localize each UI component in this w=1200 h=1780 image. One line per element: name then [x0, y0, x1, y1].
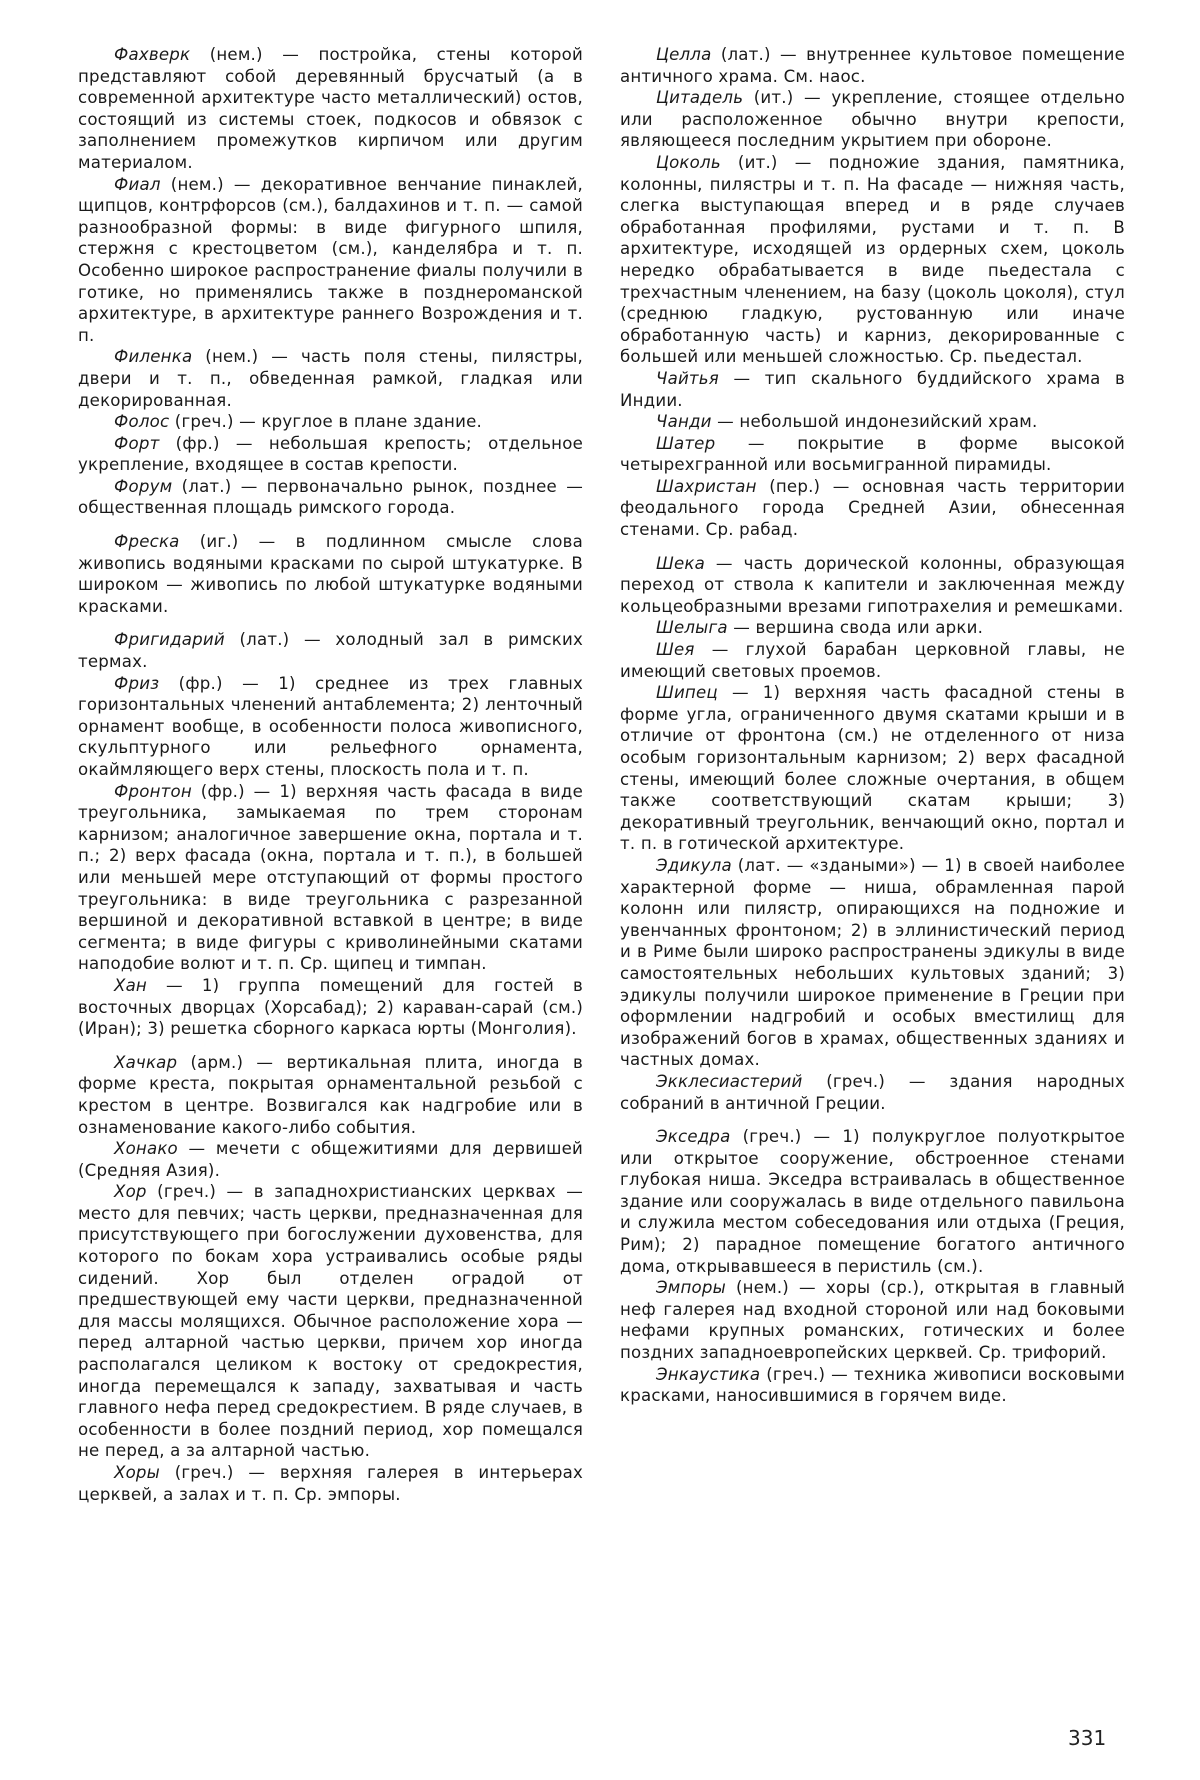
entry-definition: (арм.) — вертикальная плита, иногда в форме креста, покрытая орнаментальной резьбой с крестом в центре. Возвигался как надгробие или в ознаменование какого-либо события. [78, 1052, 583, 1137]
entry-definition: — 1) верхняя часть фасадной стены в форме угла, ограниченного двумя скатами крыши и в отличие от фронтона (см.) не отделенного от низа особым горизонтальным карнизом; 2) верх фасадной стены, имеющий более сложные очертания, в общем также соответствующий скатам крыши; 3) декоративный треугольник, венчающий окно, портал и т. п. в готической архитектуре. [620, 683, 1125, 854]
entry-friz [78, 673, 583, 781]
entry-term: Чайтья [656, 368, 719, 388]
entry-frigidariy [78, 629, 583, 672]
entry-definition: (лат.) — холодный зал в римских термах. [78, 630, 583, 672]
entry-definition: (греч.) — здания народных собраний в античной Греции. [620, 1071, 1125, 1113]
entry-term: Хор [114, 1182, 147, 1202]
entry-khachkar [78, 1052, 583, 1138]
entry-fial [78, 174, 583, 347]
entry-khor [78, 1181, 583, 1462]
entry-sheya [620, 639, 1125, 682]
entry-forum [78, 476, 583, 519]
entry-term: Шея [656, 640, 695, 660]
entry-term: Эмпоры [656, 1278, 726, 1298]
entry-edikula [620, 855, 1125, 1071]
entry-definition: (нем.) — хоры (ср.), открытая в главный неф галерея над входной стороной или над боковыми нефами крупных романских, готических и более поздних западноевропейских церквей. Ср. трифорий. [620, 1278, 1125, 1363]
entry-term: Шипец [656, 683, 718, 703]
entry-definition: — небольшой индонезийский храм. [711, 412, 1038, 432]
entry-term: Чанди [656, 412, 712, 432]
entry-tsella [620, 44, 1125, 87]
entry-term: Цоколь [656, 152, 721, 172]
entry-folos [78, 411, 583, 433]
entry-shakhristan [620, 476, 1125, 541]
entry-term: Шахристан [656, 476, 757, 496]
entry-term: Цитадель [656, 88, 744, 108]
entry-term: Экклесиастерий [656, 1071, 803, 1091]
entry-term: Экседра [656, 1127, 731, 1147]
entry-term: Хонако [114, 1139, 178, 1159]
entry-fakhverk [78, 44, 583, 174]
entry-sheka [620, 553, 1125, 618]
entry-term: Фиал [114, 174, 161, 194]
entry-definition: (греч.) — верхняя галерея в интерьерах церквей, а залах и т. п. Ср. эмпоры. [78, 1463, 583, 1504]
entry-term: Фреска [114, 532, 180, 552]
entry-definition: — глухой барабан церковной главы, не имеющий световых проемов. [620, 640, 1125, 681]
entry-definition: (нем.) — постройка, стены которой представляют собой деревянный брусчатый (а в современной архитектуре часто металлический) остов, состоящий из системы стоек, подкосов и обвязок с заполнением промежутков кирпичом или другим материалом. [78, 45, 583, 172]
entry-shelyga [620, 617, 1125, 639]
entry-khonako [78, 1138, 583, 1181]
entry-fronton [78, 781, 583, 975]
entry-term: Фриз [114, 673, 160, 693]
entry-definition: (фр.) — небольшая крепость; отдельное укрепление, входящее в состав крепости. [78, 433, 583, 475]
entry-definition: (фр.) — 1) верхняя часть фасада в виде треугольника, замыкаемая по трем сторонам карнизом; аналогичное завершение окна, портала и т. п.; 2) верх фасада (окна, портала и т. п.), в большей или меньшей мере отступающий от формы простого треугольника: в виде треугольника с разрезанной вершиной и декоративной вставкой в центре; в виде сегмента; в виде фигуры с криволинейными скатами наподобие волют и т. п. Ср. щипец и тимпан. [78, 781, 583, 974]
entry-definition: (греч.) — в западнохристианских церквах — место для певчих; часть церкви, предназначенная для присутствующего при богослужении духовенства, для которого по бокам хора устраивались особые ряды сидений. Хор был отделен оградой от предшествующей ему части церкви, предназначенной для массы молящихся. Обычное расположение хора — перед алтарной частью церкви, причем хор иногда располагался целиком к востоку от средокрестия, иногда перемещался к западу, захватывая и часть главного нефа перед средокрестием. В ряде случаев, в особенности в более поздний период, хор помещался не перед, а за алтарной частью. [78, 1182, 583, 1461]
entry-shipets [620, 682, 1125, 855]
entry-definition: (нем.) — декоративное венчание пинаклей, щипцов, контрфорсов (см.), балдахинов и т. п. — самой разнообразной формы: в виде фигурного шпиля, стержня с крестоцветом (см.), канделябра и т. п. Особенно широкое распространение фиалы получили в готике, но применялись также в позднероманской архитектуре, в архитектуре раннего Возрождения и т. п. [78, 174, 583, 345]
entry-term: Шека [656, 553, 705, 573]
entry-eksedra [620, 1126, 1125, 1277]
entry-definition: (иг.) — в подлинном смысле слова живопись водяными красками по сырой штукатурке. В широком — живопись по любой штукатурке водяными красками. [78, 532, 583, 616]
entry-definition: (греч.) — круглое в плане здание. [169, 412, 482, 432]
entry-khan [78, 975, 583, 1040]
entry-term: Фахверк [114, 45, 191, 64]
entry-term: Фригидарий [114, 630, 225, 650]
entry-definition: (лат.) — внутреннее культовое помещение античного храма. См. наос. [620, 45, 1125, 86]
entry-khory [78, 1462, 583, 1505]
entry-chandi [620, 411, 1125, 433]
left-column [78, 44, 583, 1505]
entry-filenka [78, 346, 583, 411]
entry-definition: (пер.) — основная часть территории феодального города Средней Азии, обнесенная стенами. Ср. рабад. [620, 476, 1125, 540]
entry-term: Шелыга [656, 618, 728, 638]
entry-ekklesiasteriy [620, 1071, 1125, 1114]
entry-definition: — покрытие в форме высокой четырехгранной или восьмигранной пирамиды. [620, 433, 1125, 475]
entry-term: Хачкар [114, 1052, 178, 1072]
entry-term: Форт [114, 433, 160, 453]
entry-definition: — тип скального буддийского храма в Индии. [620, 368, 1125, 410]
entry-definition: — мечети с общежитиями для дервишей (Средняя Азия). [78, 1139, 583, 1180]
entry-definition: (греч.) — техника живописи восковыми красками, наносившимися в горячем виде. [620, 1364, 1125, 1406]
entry-definition: (греч.) — 1) полукруглое полуоткрытое или открытое сооружение, обстроенное стенами глубокая ниша. Экседра встраивалась в общественное здание или сооружалась в виде отдельного павильона и служила местом собеседования или отдыха (Греция, Рим); 2) парадное помещение богатого античного дома, открывавшееся в перистиль (см.). [620, 1127, 1125, 1276]
entry-definition: (ит.) — подножие здания, памятника, колонны, пилястры и т. п. На фасаде — нижняя часть, слегка выступающая вперед и в ряде случаев обработанная профилями, рустами и т. п. В архитектуре, исходящей из ордерных схем, цоколь нередко обрабатывается в виде пьедестала с трехчастным членением, на базу (цоколь цоколя), стул (среднюю гладкую, рустованную или иначе обработанную часть) и карниз, декорированные с большей или меньшей сложностью. Ср. пьедестал. [620, 152, 1125, 367]
entry-freska [78, 531, 583, 617]
entry-tsokol [620, 152, 1125, 368]
entry-term: Хан [114, 975, 147, 995]
entry-enkaustika [620, 1364, 1125, 1407]
entry-definition: — часть дорической колонны, образующая переход от ствола к капители и заключенная между кольцеобразными врезами гипотрахелия и ремешками. [620, 553, 1125, 616]
entry-shater [620, 433, 1125, 476]
entry-chaytya [620, 368, 1125, 411]
entry-term: Эдикула [656, 855, 732, 875]
entry-tsitadel [620, 87, 1125, 152]
entry-definition: — вершина свода или арки. [727, 618, 984, 638]
entry-term: Хоры [114, 1463, 160, 1482]
entry-empory [620, 1277, 1125, 1363]
entry-fort [78, 433, 583, 476]
entry-definition: (нем.) — часть поля стены, пилястры, двери и т. п., обведенная рамкой, гладкая или декорированная. [78, 347, 583, 410]
entry-term: Филенка [114, 347, 193, 367]
entry-term: Энкаустика [656, 1364, 761, 1384]
entry-definition: (фр.) — 1) среднее из трех главных горизонтальных членений антаблемента; 2) ленточный орнамент вообще, в особенности полоса живописного, скульптурного или рельефного орнамента, окаймляющего верх стены, плоскость пола и т. п. [78, 673, 583, 779]
entry-definition: (лат. — «здаными») — 1) в своей наиболее характерной форме — ниша, обрамленная парой колонн или пилястр, опирающихся на подножие и увенчанных фронтоном; 2) в эллинистический период и в Риме были широко распространены эдикулы в виде самостоятельных небольших культовых зданий; 3) эдикулы получили широкое применение в Греции при оформлении надгробий и особых вместилищ для изображений богов в храмах, общественных зданиях и частных домах. [620, 855, 1125, 1070]
entry-definition: (лат.) — первоначально рынок, позднее — общественная площадь римского города. [78, 476, 583, 518]
entry-term: Фолос [114, 412, 170, 432]
entry-definition: (ит.) — укрепление, стоящее отдельно или расположенное обычно внутри крепости, являющееся последним укрытием при обороне. [620, 88, 1125, 151]
entry-term: Форум [114, 476, 173, 496]
entry-term: Шатер [656, 433, 716, 453]
right-column [620, 44, 1125, 1407]
entry-term: Целла [656, 45, 712, 64]
entry-term: Фронтон [114, 781, 192, 801]
page-number: 331 [1068, 1726, 1107, 1750]
entry-definition: — 1) группа помещений для гостей в восточных дворцах (Хорсабад); 2) караван-сарай (см.) (Иран); 3) решетка сборного каркаса юрты (Монголия). [78, 975, 583, 1039]
